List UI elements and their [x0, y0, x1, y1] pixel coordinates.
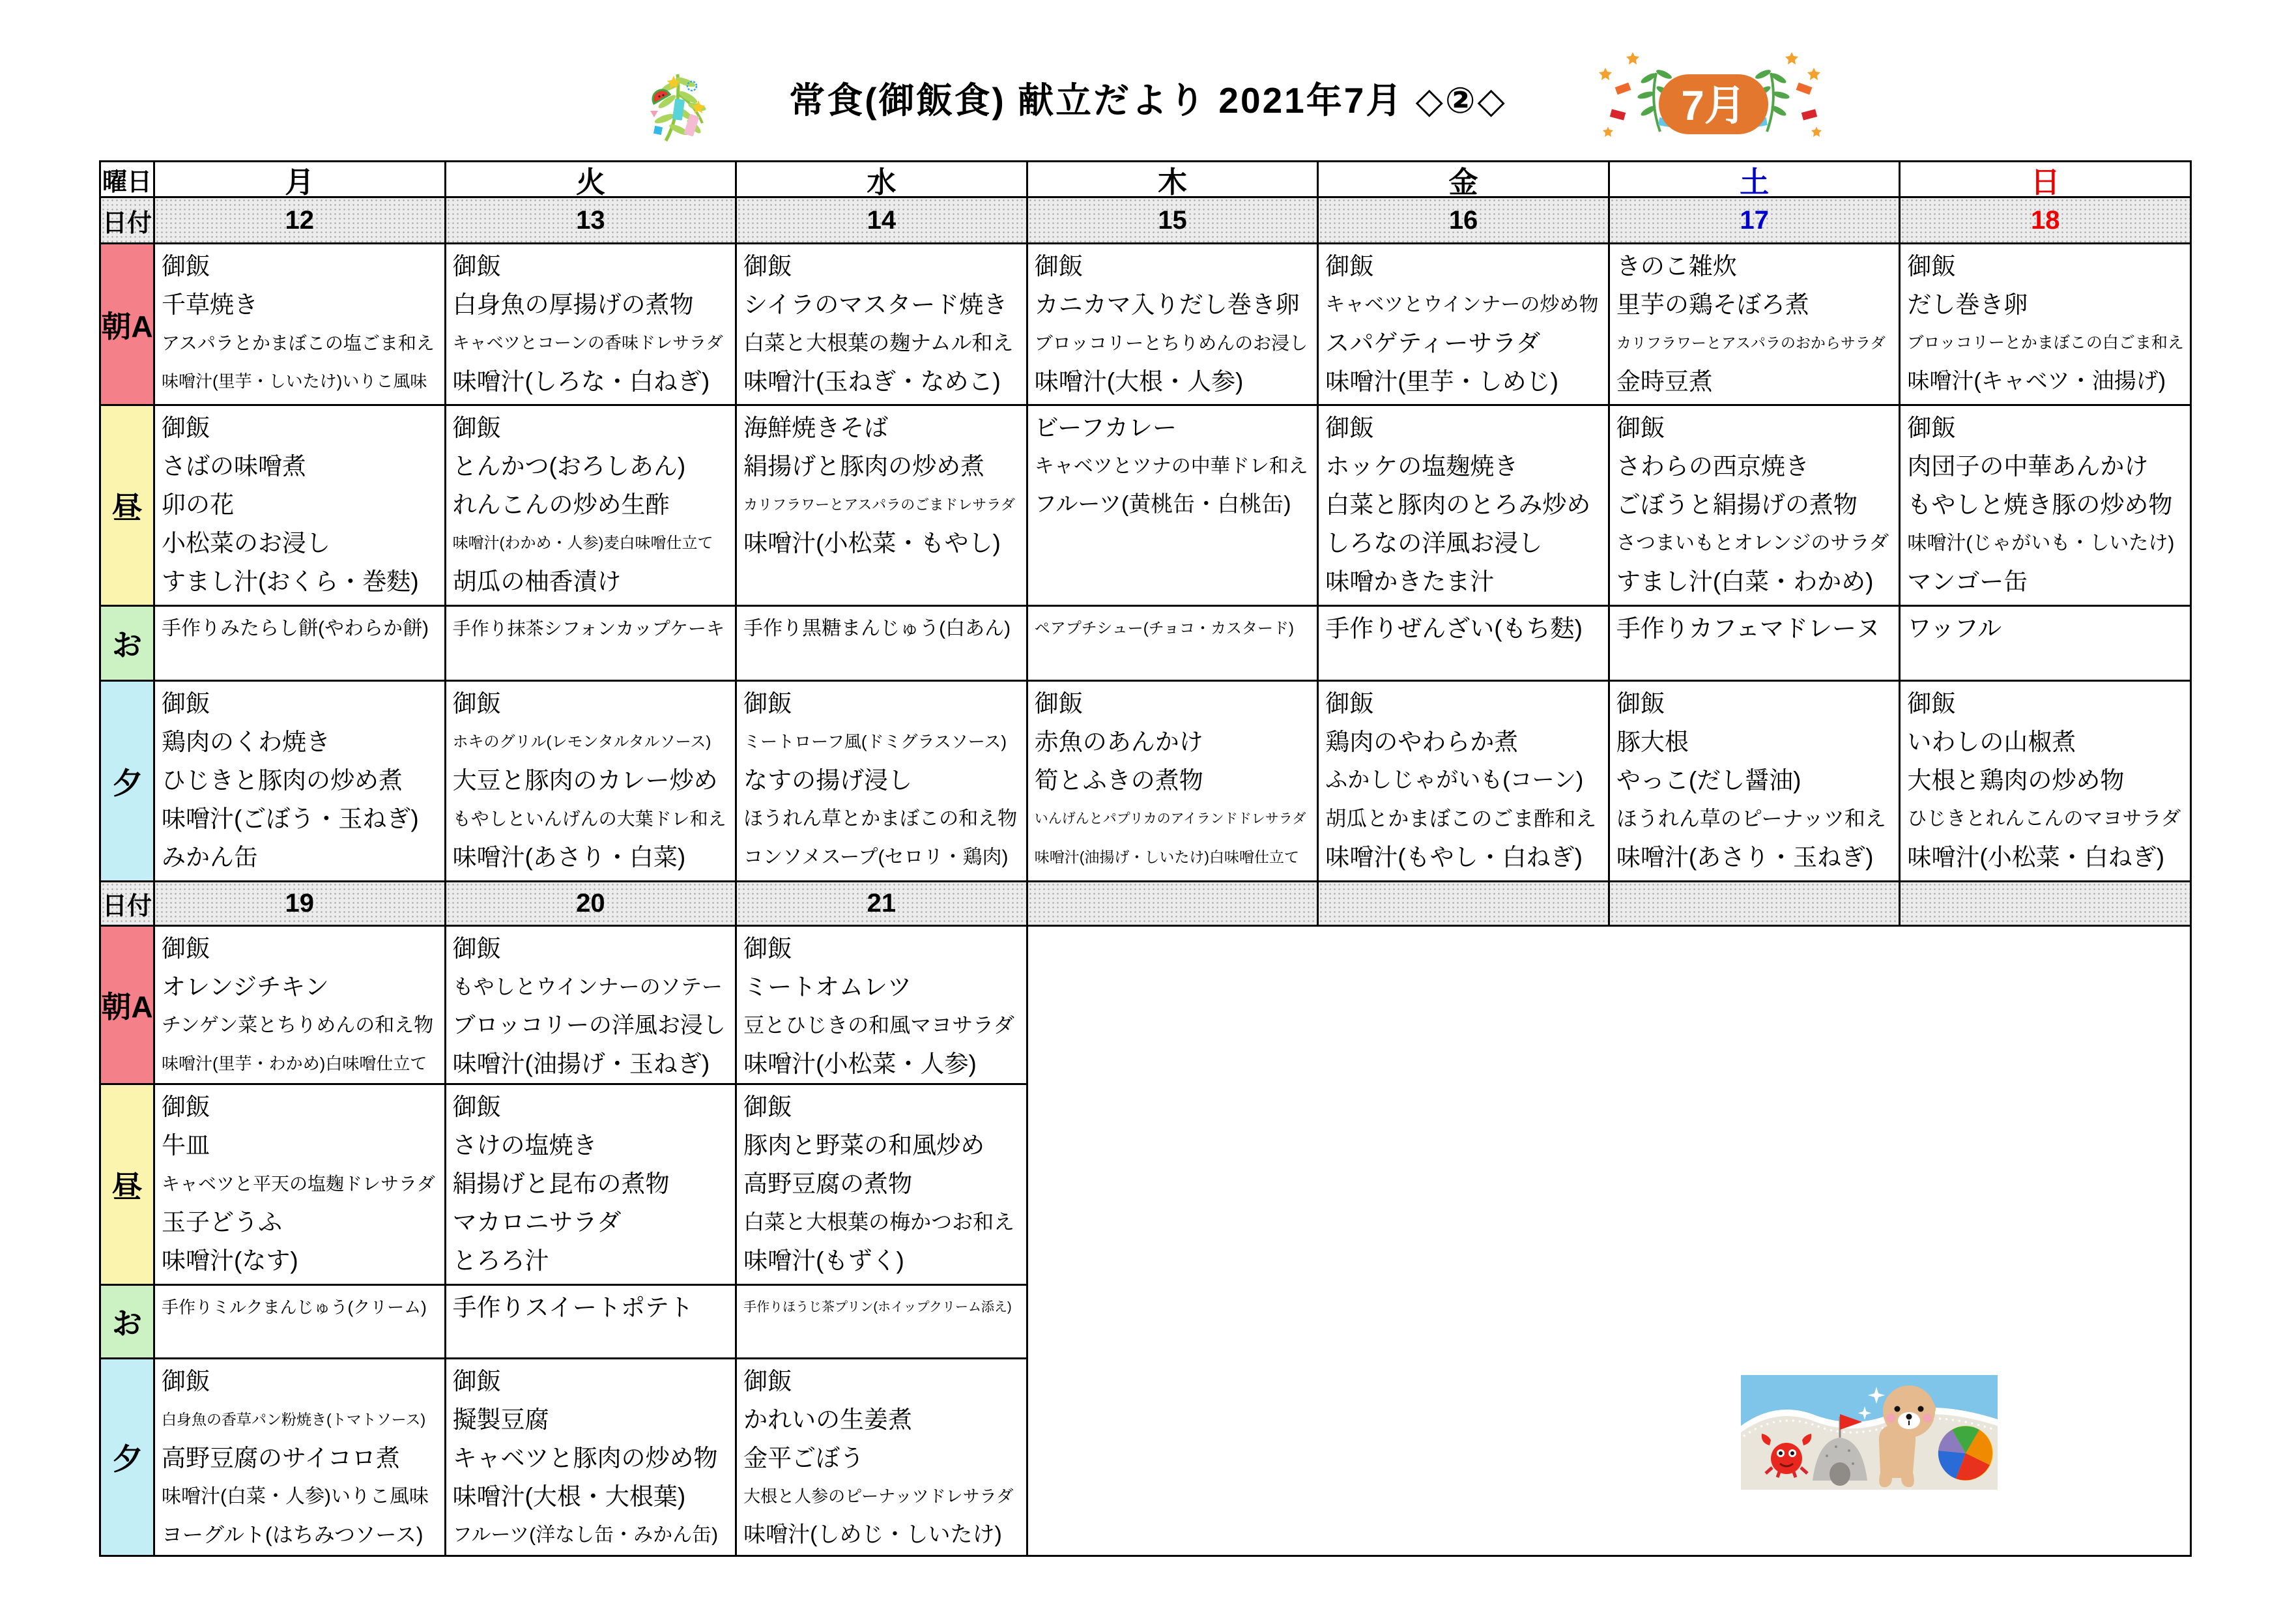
date-cell: 19	[155, 882, 444, 925]
day-header: 火	[446, 162, 736, 196]
menu-item: ヨーグルト(はちみつソース)	[162, 1523, 423, 1546]
menu-item: もやしといんげんの大葉ドレ和え	[452, 809, 726, 829]
menu-item: 御飯	[162, 414, 210, 441]
menu-item: やっこ(だし醤油)	[1616, 767, 1801, 794]
day-header: 水	[737, 162, 1026, 196]
page-title: 常食(御飯食) 献立だより 2021年7月 ◇②◇	[789, 80, 1507, 121]
menu-cell	[1319, 406, 1608, 605]
menu-item: マカロニサラダ	[452, 1209, 622, 1236]
menu-item: ほうれん草とかまぼこの和え物	[743, 808, 1018, 830]
menu-item: アスパラとかまぼこの塩ごま和え	[162, 333, 435, 353]
menu-item: 肉団子の中華あんかけ	[1907, 453, 2149, 480]
beach-ball-icon	[1938, 1426, 1993, 1481]
menu-item: ブロッコリーとちりめんのお浸し	[1034, 333, 1308, 353]
menu-item: 味噌汁(白菜・人参)いりこ風味	[162, 1486, 429, 1507]
date-cell	[1319, 882, 1608, 925]
menu-item: シイラのマスタード焼き	[743, 291, 1008, 318]
menu-cell	[1028, 682, 1317, 880]
menu-cell	[1610, 607, 1899, 680]
menu-item: もやしと焼き豚の炒め物	[1907, 491, 2173, 518]
menu-item: 味噌汁(もずく)	[743, 1247, 904, 1274]
day-header: 金	[1319, 162, 1608, 196]
menu-cell	[1610, 682, 1899, 880]
menu-item: 玉子どうふ	[162, 1209, 282, 1236]
menu-item: 味噌汁(なす)	[162, 1247, 298, 1274]
date-cell: 18	[1901, 198, 2190, 242]
menu-item: すまし汁(白菜・わかめ)	[1616, 568, 1874, 595]
menu-item: 白菜と大根葉の梅かつお和え	[743, 1210, 1015, 1234]
menu-item: 御飯	[1616, 414, 1665, 441]
menu-item: 御飯	[162, 1368, 210, 1395]
menu-item: 味噌汁(里芋・しいたけ)いりこ風味	[162, 371, 427, 391]
menu-item: 御飯	[1034, 690, 1083, 717]
menu-item: すまし汁(おくら・巻麩)	[162, 568, 419, 595]
date-cell: 14	[737, 198, 1026, 242]
menu-item: 大根と鶏肉の炒め物	[1907, 767, 2125, 794]
day-header: 月	[155, 162, 444, 196]
menu-item: カニカマ入りだし巻き卵	[1034, 291, 1300, 318]
menu-item: 御飯	[1907, 253, 1956, 280]
menu-item: 小松菜のお浸し	[162, 530, 330, 557]
menu-item: 御飯	[452, 935, 501, 962]
date-cell: 15	[1028, 198, 1317, 242]
menu-item: 御飯	[1034, 253, 1083, 280]
menu-item: 赤魚のあんかけ	[1034, 729, 1203, 755]
menu-cell	[737, 1085, 1026, 1284]
menu-cell	[737, 682, 1026, 880]
menu-item: 鶏肉のやわらか煮	[1325, 729, 1519, 755]
menu-item: 味噌汁(小松菜・白ねぎ)	[1907, 844, 2165, 871]
menu-item: 御飯	[743, 1368, 792, 1395]
menu-item: さわらの西京焼き	[1616, 453, 1809, 480]
menu-item: スパゲティーサラダ	[1325, 330, 1540, 356]
menu-cell	[155, 682, 444, 880]
date-cell: 16	[1319, 198, 1608, 242]
menu-item: カリフラワーとアスパラのごまドレサラダ	[743, 497, 1016, 513]
menu-cell	[446, 1286, 736, 1357]
menu-cell	[1319, 682, 1608, 880]
date-cell: 13	[446, 198, 736, 242]
menu-item: 高野豆腐の煮物	[743, 1170, 913, 1197]
menu-item: 味噌汁(じゃがいも・しいたけ)	[1907, 532, 2175, 554]
menu-item: ひじきとれんこんのマヨサラダ	[1907, 808, 2181, 830]
menu-item: 御飯	[452, 1093, 501, 1120]
menu-item: ひじきと豚肉の炒め煮	[162, 767, 403, 794]
menu-item: 大根と人参のピーナッツドレサラダ	[743, 1486, 1014, 1506]
menu-cell	[737, 1359, 1026, 1555]
menu-item: 卯の花	[162, 491, 234, 518]
menu-item: 擬製豆腐	[452, 1406, 549, 1433]
meal-row-label-dinner: 夕	[101, 682, 153, 880]
menu-cell	[1028, 607, 1317, 680]
menu-cell	[737, 607, 1026, 680]
menu-item: みかん缶	[162, 844, 258, 871]
menu-item: ふかしじゃがいも(コーン)	[1325, 768, 1584, 792]
menu-item: さばの味噌煮	[162, 453, 306, 480]
menu-item: 御飯	[743, 253, 792, 280]
menu-item: かれいの生姜煮	[743, 1406, 913, 1433]
menu-item: 高野豆腐のサイコロ煮	[162, 1445, 400, 1471]
menu-item: キャベツと平天の塩麹ドレサラダ	[162, 1174, 435, 1194]
menu-item: 味噌汁(小松菜・人参)	[743, 1050, 977, 1077]
menu-cell	[446, 927, 736, 1083]
menu-cell	[155, 1085, 444, 1284]
menu-item: 白身魚の厚揚げの煮物	[452, 291, 694, 318]
day-header: 木	[1028, 162, 1317, 196]
menu-item: 胡瓜とかまぼこのごま酢和え	[1325, 807, 1597, 830]
menu-cell	[446, 1359, 736, 1555]
menu-cell	[1901, 607, 2190, 680]
menu-item: 白菜と大根葉の麹ナムル和え	[743, 331, 1014, 355]
menu-cell	[446, 1085, 736, 1284]
menu-item: 手作り黒糖まんじゅう(白あん)	[743, 618, 1011, 639]
menu-item: 味噌汁(油揚げ・しいたけ)白味噌仕立て	[1034, 848, 1300, 865]
menu-cell	[155, 244, 444, 404]
day-header: 日	[1901, 162, 2190, 196]
menu-item: ほうれん草のピーナッツ和え	[1616, 807, 1886, 830]
menu-item: 味噌汁(しろな・白ねぎ)	[452, 368, 710, 395]
menu-item: 御飯	[743, 935, 792, 962]
meal-row-label-snack: お	[101, 607, 153, 680]
date-cell: 12	[155, 198, 444, 242]
menu-item: 味噌汁(玉ねぎ・なめこ)	[743, 368, 1001, 395]
menu-cell	[1028, 406, 1317, 605]
date-row-label: 日付	[101, 882, 153, 925]
date-row-label: 日付	[101, 198, 153, 242]
menu-item: 絹揚げと豚肉の炒め煮	[743, 453, 985, 480]
menu-item: 絹揚げと昆布の煮物	[452, 1170, 670, 1197]
menu-item: 海鮮焼きそば	[743, 414, 889, 441]
menu-item: 御飯	[162, 1093, 210, 1120]
menu-item: ビーフカレー	[1034, 414, 1177, 441]
menu-cell	[737, 1286, 1026, 1357]
menu-item: チンゲン菜とちりめんの和え物	[162, 1015, 434, 1036]
meal-row-label-breakfast: 朝A	[101, 927, 153, 1083]
menu-item: しろなの洋風お浸し	[1325, 530, 1543, 557]
menu-item: マンゴー缶	[1907, 568, 2028, 595]
menu-cell	[1028, 244, 1317, 404]
menu-cell	[155, 1359, 444, 1555]
menu-item: 御飯	[452, 690, 501, 717]
date-cell: 21	[737, 882, 1026, 925]
menu-item: 豆とひじきの和風マヨサラダ	[743, 1013, 1014, 1037]
menu-item: さけの塩焼き	[452, 1132, 597, 1159]
tanabata-bamboo-icon	[645, 68, 717, 143]
menu-item: 味噌かきたま汁	[1325, 568, 1495, 595]
menu-item: 御飯	[1907, 690, 1956, 717]
menu-item: 大豆と豚肉のカレー炒め	[452, 767, 718, 794]
menu-item: さつまいもとオレンジのサラダ	[1616, 532, 1889, 554]
menu-item: コンソメスープ(セロリ・鶏肉)	[743, 847, 1009, 868]
menu-item: もやしとウインナーのソテー	[452, 975, 723, 998]
menu-item: 味噌汁(小松菜・もやし)	[743, 530, 1001, 557]
menu-item: だし巻き卵	[1907, 291, 2028, 318]
menu-cell	[155, 607, 444, 680]
menu-cell	[446, 406, 736, 605]
menu-item: 味噌汁(もやし・白ねぎ)	[1325, 844, 1583, 871]
empty-week2-region	[1028, 927, 2190, 1555]
menu-item: いわしの山椒煮	[1907, 729, 2076, 755]
menu-item: 千草焼き	[162, 291, 258, 318]
menu-item: 味噌汁(ごぼう・玉ねぎ)	[162, 805, 419, 832]
meal-row-label-dinner: 夕	[101, 1359, 153, 1555]
menu-item: ミートオムレツ	[743, 974, 912, 1000]
menu-item: 御飯	[1907, 414, 1956, 441]
menu-cell	[737, 406, 1026, 605]
menu-item: 胡瓜の柚香漬け	[452, 568, 622, 595]
menu-item: 御飯	[743, 690, 792, 717]
menu-item: ミートローフ風(ドミグラスソース)	[743, 732, 1007, 751]
menu-item: カリフラワーとアスパラのおからサラダ	[1616, 334, 1886, 351]
meal-row-label-breakfast: 朝A	[101, 244, 153, 404]
menu-item: 御飯	[452, 414, 501, 441]
menu-item: 御飯	[1325, 253, 1374, 280]
menu-item: 味噌汁(キャベツ・油揚げ)	[1907, 369, 2166, 394]
menu-item: 御飯	[1616, 690, 1665, 717]
meal-row-label-snack: お	[101, 1286, 153, 1357]
menu-item: 牛皿	[162, 1132, 210, 1159]
menu-item: とろろ汁	[452, 1247, 549, 1274]
menu-cell	[1901, 244, 2190, 404]
menu-item: 味噌汁(わかめ・人参)麦白味噌仕立て	[452, 534, 713, 552]
menu-item: 鶏肉のくわ焼き	[162, 729, 330, 755]
menu-item: 豚大根	[1616, 729, 1689, 755]
menu-item: 味噌汁(里芋・しめじ)	[1325, 368, 1558, 395]
day-header: 土	[1610, 162, 1899, 196]
menu-cell	[446, 244, 736, 404]
date-cell	[1610, 882, 1899, 925]
menu-item: オレンジチキン	[162, 974, 329, 1000]
menu-item: れんこんの炒め生酢	[452, 491, 670, 518]
menu-item: 味噌汁(あさり・玉ねぎ)	[1616, 844, 1874, 871]
menu-cell	[446, 607, 736, 680]
menu-item: ごぼうと絹揚げの煮物	[1616, 491, 1858, 518]
menu-item: 手作りぜんざい(もち麩)	[1325, 615, 1583, 642]
month-badge-text: 7月	[1681, 82, 1746, 129]
menu-item: 味噌汁(しめじ・しいたけ)	[743, 1522, 1002, 1547]
menu-item: 御飯	[162, 253, 210, 280]
menu-cell	[1319, 607, 1608, 680]
menu-item: 手作りみたらし餅(やわらか餅)	[162, 618, 429, 639]
menu-item: ペアプチシュー(チョコ・カスタード)	[1034, 620, 1295, 637]
menu-item: ホキのグリル(レモンタルタルソース)	[452, 733, 711, 751]
menu-item: とんかつ(おろしあん)	[452, 453, 686, 480]
date-cell	[1901, 882, 2190, 925]
menu-cell	[737, 244, 1026, 404]
menu-item: 御飯	[1325, 414, 1374, 441]
menu-item: 味噌汁(油揚げ・玉ねぎ)	[452, 1050, 710, 1077]
menu-grid	[99, 160, 2192, 1557]
menu-item: キャベツとウインナーの炒め物	[1325, 294, 1599, 315]
menu-item: 手作りカフェマドレーヌ	[1616, 615, 1880, 642]
menu-item: 里芋の鶏そぼろ煮	[1616, 291, 1809, 318]
menu-item: 味噌汁(大根・人参)	[1034, 368, 1244, 395]
menu-item: 御飯	[743, 1093, 792, 1120]
menu-cell	[446, 682, 736, 880]
menu-item: 豚肉と野菜の和風炒め	[743, 1132, 985, 1159]
menu-item: ホッケの塩麹焼き	[1325, 453, 1519, 480]
menu-item: きのこ雑炊	[1616, 253, 1737, 280]
menu-cell	[155, 1286, 444, 1357]
menu-item: 御飯	[452, 1368, 501, 1395]
menu-item: フルーツ(洋なし缶・みかん缶)	[452, 1524, 719, 1546]
menu-cell	[1901, 682, 2190, 880]
menu-item: 味噌汁(大根・大根葉)	[452, 1483, 686, 1510]
menu-item: ブロッコリーの洋風お浸し	[452, 1013, 726, 1038]
menu-cell	[1319, 244, 1608, 404]
menu-cell	[155, 927, 444, 1083]
menu-cell	[1901, 406, 2190, 605]
menu-item: 手作り抹茶シフォンカップケーキ	[452, 618, 725, 639]
menu-item: 手作りスイートポテト	[452, 1294, 693, 1321]
menu-item: キャベツとコーンの香味ドレサラダ	[452, 333, 723, 353]
date-cell: 17	[1610, 198, 1899, 242]
menu-item: 白身魚の香草パン粉焼き(トマトソース)	[162, 1411, 426, 1428]
menu-item: 手作りミルクまんじゅう(クリーム)	[162, 1297, 427, 1317]
menu-item: いんげんとパプリカのアイランドドレサラダ	[1034, 811, 1306, 826]
menu-item: 白菜と豚肉のとろみ炒め	[1325, 491, 1591, 518]
menu-item: 味噌汁(里芋・わかめ)白味噌仕立て	[162, 1054, 427, 1073]
meal-row-label-lunch: 昼	[101, 406, 153, 605]
menu-item: 御飯	[1325, 690, 1374, 717]
menu-item: 味噌汁(あさり・白菜)	[452, 844, 686, 871]
date-cell: 20	[446, 882, 736, 925]
menu-item: ワッフル	[1907, 615, 2002, 642]
menu-item: 御飯	[162, 935, 210, 962]
menu-item: 金時豆煮	[1616, 368, 1713, 395]
menu-cell	[1610, 244, 1899, 404]
menu-item: キャベツとツナの中華ドレ和え	[1034, 456, 1308, 477]
menu-item: 筍とふきの煮物	[1034, 767, 1203, 794]
menu-cell	[1610, 406, 1899, 605]
menu-item: 御飯	[162, 690, 210, 717]
menu-item: ブロッコリーとかまぼこの白ごま和え	[1907, 334, 2184, 352]
menu-item: 手作りほうじ茶プリン(ホイップクリーム添え)	[743, 1300, 1012, 1314]
date-cell	[1028, 882, 1317, 925]
menu-item: キャベツと豚肉の炒め物	[452, 1445, 718, 1471]
menu-item: 金平ごぼう	[743, 1445, 865, 1471]
beach-illustration	[1741, 1375, 1998, 1490]
menu-cell	[737, 927, 1026, 1083]
menu-cell	[155, 406, 444, 605]
menu-item: なすの揚げ浸し	[743, 767, 913, 794]
weekday-corner-label: 曜日	[101, 162, 153, 196]
menu-item: フルーツ(黄桃缶・白桃缶)	[1034, 492, 1291, 517]
menu-item: 御飯	[452, 253, 501, 280]
july-badge-icon	[1596, 40, 1831, 143]
meal-row-label-lunch: 昼	[101, 1085, 153, 1284]
